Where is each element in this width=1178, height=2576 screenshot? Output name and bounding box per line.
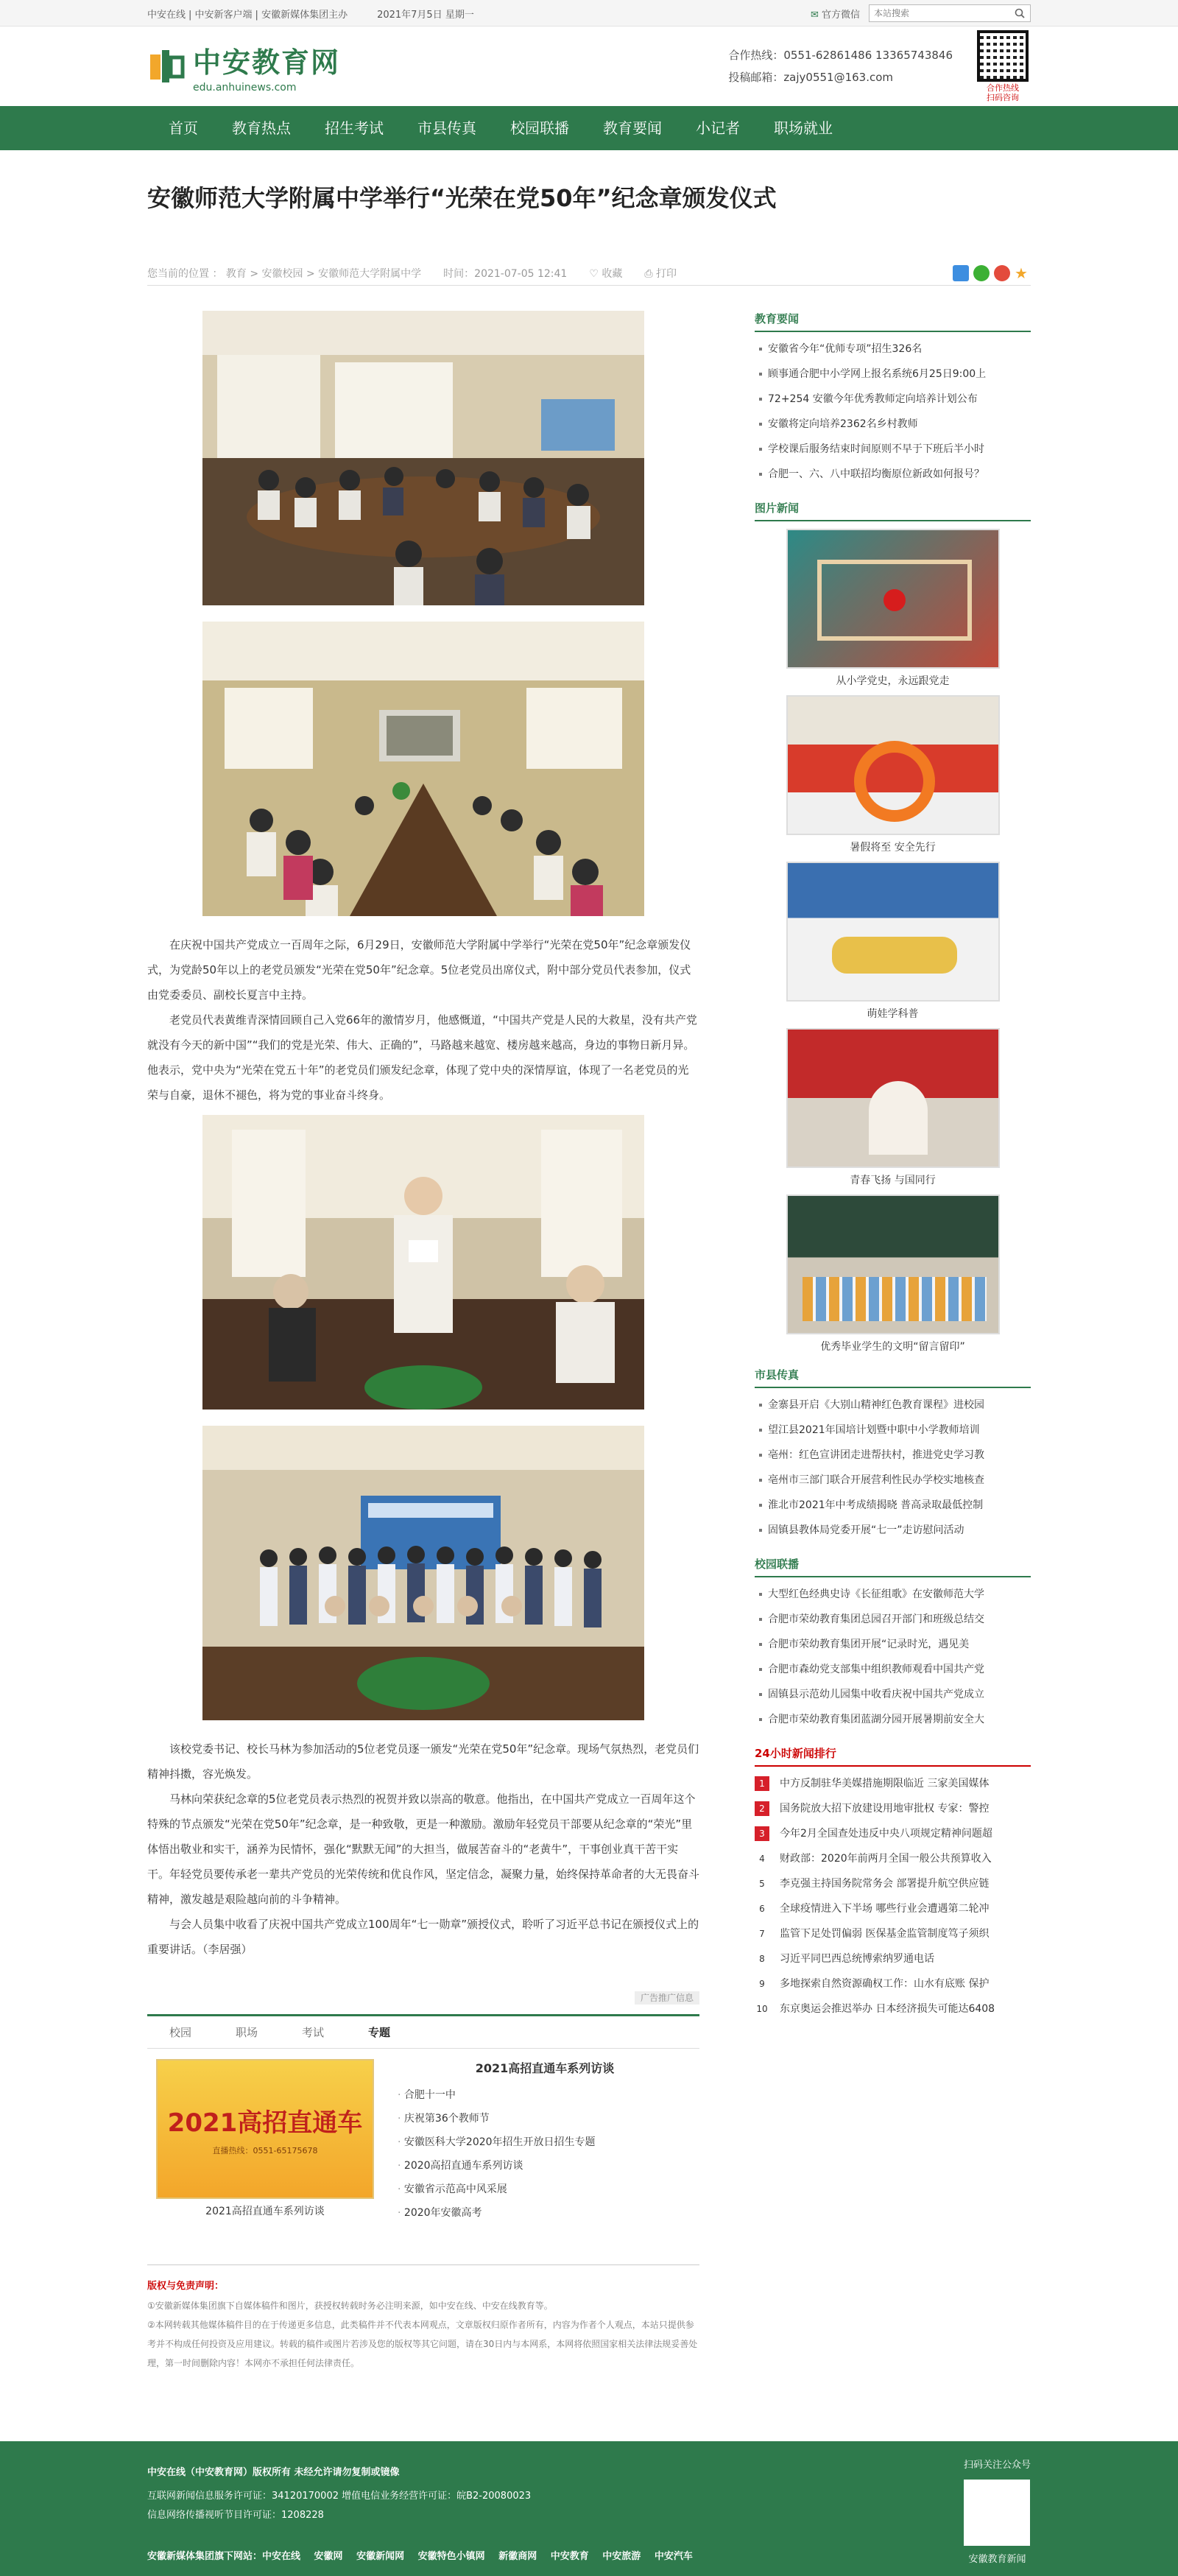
- footer-qr: [964, 2456, 1031, 2569]
- contact-email: 投稿邮箱：zajy0551@163.com: [728, 71, 894, 84]
- feature-banner-title: 2021高招直通车: [167, 2108, 363, 2138]
- tab-campus[interactable]: 校园: [169, 2026, 192, 2039]
- rank-title: 财政部：2020年前两月全国一般公共预算收入: [780, 1853, 992, 1865]
- photo-news-image[interactable]: [786, 529, 1000, 669]
- sidebar-heading: 图片新闻: [755, 500, 1031, 521]
- article-photo: [202, 1426, 644, 1720]
- county-item[interactable]: 亳州市三部门联合开展营利性民办学校实地核查: [755, 1468, 1031, 1493]
- nav-item-reporter[interactable]: 小记者: [696, 119, 740, 137]
- feature-banner-sub: 直播热线：0551-65175678: [212, 2145, 318, 2156]
- main-nav: [0, 106, 1178, 150]
- top-link[interactable]: 中安新客户端: [194, 9, 253, 21]
- feature-banner: [156, 2059, 374, 2199]
- rank-item[interactable]: [755, 1771, 1031, 1796]
- tab-list-title: 2021高招直通车系列访谈: [475, 2061, 615, 2075]
- tab-list-item[interactable]: · 合肥十一中: [398, 2083, 692, 2107]
- sidebar-heading: 教育要闻: [755, 311, 1031, 332]
- rank-item[interactable]: [755, 1796, 1031, 1821]
- article-meta: [147, 261, 1031, 286]
- rank-number: 4: [759, 1854, 765, 1864]
- favorite-label: 收藏: [602, 267, 623, 280]
- county-item[interactable]: 望江县2021年国培计划暨中职中小学教师培训: [755, 1418, 1031, 1443]
- rank-title: 监管下足处罚偏弱 医保基金监管制度笃子须织: [780, 1928, 990, 1940]
- rank-item[interactable]: [755, 1946, 1031, 1971]
- disclaimer-title: 版权与免责声明：: [147, 2281, 225, 2292]
- footer-license: 信息网络传播视听节目许可证：1208228: [147, 2510, 324, 2521]
- news-item[interactable]: 合肥一、六、八中联招均衡原位新政如何报号？: [755, 462, 1031, 487]
- campus-item[interactable]: 合肥市荣幼教育集团开展“记录时光，遇见美: [755, 1632, 1031, 1657]
- top-link[interactable]: 安徽新媒体集团主办: [261, 9, 348, 21]
- search-input[interactable]: [870, 5, 1009, 21]
- rank-title: 今年2月全国查处违反中央八项规定精神问题超: [780, 1828, 992, 1840]
- rank-number: 9: [759, 1979, 765, 1989]
- photo-news-caption[interactable]: 从小学党史，永远跟党走: [836, 675, 950, 687]
- news-item[interactable]: 安徽省今年“优师专项”招生326名: [755, 337, 1031, 362]
- sidebar-heading: 市县传真: [755, 1367, 1031, 1388]
- footer-copyright: 中安在线（中安教育网）版权所有 未经允许请勿复制或镜像: [147, 2467, 400, 2478]
- qr-code-icon: [977, 30, 1029, 82]
- qr-code-icon: [964, 2480, 1030, 2546]
- nav-item-county[interactable]: 市县传真: [417, 119, 476, 137]
- article-title: 安徽师范大学附属中学举行“光荣在党50年”纪念章颁发仪式: [147, 184, 777, 212]
- rank-item[interactable]: [755, 1871, 1031, 1896]
- tab-list-item[interactable]: · 2020年安徽高考: [398, 2201, 692, 2225]
- county-list: [755, 1393, 1031, 1543]
- logo-title: 中安教育网: [193, 45, 341, 79]
- search-box: [869, 4, 1031, 22]
- tab-list-item[interactable]: · 安徽省示范高中风采展: [398, 2178, 692, 2201]
- footer-link[interactable]: 安徽特色小镇网: [417, 2551, 485, 2562]
- rank-number: 1: [755, 1776, 769, 1791]
- logo-icon: [147, 47, 186, 85]
- campus-list: [755, 1582, 1031, 1732]
- ad-label: [147, 1991, 699, 2004]
- nav-item-career[interactable]: 职场就业: [774, 119, 833, 137]
- footer-link[interactable]: 中安汽车: [654, 2551, 693, 2562]
- nav-item-campus[interactable]: 校园联播: [510, 119, 569, 137]
- share-plus-icon[interactable]: [953, 265, 969, 281]
- county-item[interactable]: 固镇县教体局党委开展“七一”走访慰问活动: [755, 1518, 1031, 1543]
- meeting-photo: [202, 311, 644, 605]
- tab-list-item[interactable]: · 庆祝第36个教师节: [398, 2107, 692, 2130]
- rank-title: 东京奥运会推迟举办 日本经济损失可能达6408: [780, 2003, 995, 2015]
- campus-item[interactable]: 合肥市荣幼教育集团蓝湖分园开展暑期前安全大: [755, 1707, 1031, 1732]
- sidebar: [755, 311, 1031, 2373]
- rank-number: 7: [759, 1929, 765, 1939]
- article-paragraph: 该校党委书记、校长马林为参加活动的5位老党员逐一颁发“光荣在党50年”纪念章。现场气氛热烈，老党员们精神抖擞，容光焕发。: [147, 1742, 699, 1781]
- footer-qr-caption: 安徽教育新闻: [968, 2554, 1026, 2565]
- heart-icon: ♡: [589, 267, 599, 280]
- contact-info: [728, 44, 953, 88]
- logo-domain: edu.anhuinews.com: [193, 81, 297, 94]
- footer-link[interactable]: 安徽新闻网: [356, 2551, 405, 2562]
- site-logo[interactable]: [147, 40, 340, 94]
- weibo-share-icon[interactable]: [994, 265, 1010, 281]
- campus-item[interactable]: 合肥市森幼党支部集中组织教师观看中国共产党: [755, 1657, 1031, 1682]
- article-photo: [202, 1115, 644, 1410]
- footer-link[interactable]: 安徽网: [314, 2551, 343, 2562]
- photo-news-caption[interactable]: 萌娃学科普: [867, 1008, 919, 1020]
- wechat-icon: ✉: [810, 9, 819, 21]
- news-item[interactable]: 安徽将定向培养2362名乡村教师: [755, 412, 1031, 437]
- article-paragraph: 与会人员集中收看了庆祝中国共产党成立100周年“七一勋章”颁授仪式，聆听了习近平总书记在颁授仪式上的重要讲话。（李居强）: [147, 1918, 699, 1956]
- tab-career[interactable]: 职场: [236, 2026, 258, 2039]
- nav-item-exam[interactable]: 招生考试: [325, 119, 384, 137]
- rank-number: 8: [759, 1954, 765, 1964]
- county-item[interactable]: 亳州：红色宣讲团走进帮扶村，推进党史学习教: [755, 1443, 1031, 1468]
- rank-title: 国务院放大招下放建设用地审批权 专家：警控: [780, 1803, 990, 1815]
- top-link[interactable]: 中安在线: [147, 9, 186, 21]
- rank-item[interactable]: [755, 1846, 1031, 1871]
- sidebar-heading: 24小时新闻排行: [755, 1745, 1031, 1767]
- photo-news-caption[interactable]: 优秀毕业学生的文明“留言留印”: [820, 1341, 965, 1353]
- printer-icon: ⎙: [644, 267, 653, 280]
- sidebar-heading: 校园联播: [755, 1556, 1031, 1577]
- footer-link[interactable]: 中安教育: [550, 2551, 589, 2562]
- tab-list-item[interactable]: · 2020高招直通车系列访谈: [398, 2154, 692, 2178]
- rank-item[interactable]: [755, 1921, 1031, 1946]
- photo-news-image[interactable]: [786, 695, 1000, 835]
- disclaimer-line: ②本网转载其他媒体稿件目的在于传递更多信息，此类稿件并不代表本网观点，文章版权归原作者所有，内容为作者个人观点，本站只提供参考并不构成任何投资及应用建议。转载的稿件或图片若涉及您的版权等其它问题，请在30日内与本网系，本网将依照国家相关法律法规妥善处理，第一时间删除内容！本网亦不承担任何法律责任。: [147, 2320, 698, 2368]
- campus-item[interactable]: 合肥市荣幼教育集团总园召开部门和班级总结交: [755, 1607, 1031, 1632]
- rank-item[interactable]: [755, 1996, 1031, 2021]
- nav-item-home[interactable]: 首页: [169, 119, 198, 137]
- ad-label-text: 广告推广信息: [635, 1991, 699, 2005]
- wechat-link[interactable]: [811, 7, 860, 21]
- rank-item[interactable]: [755, 1821, 1031, 1846]
- news-list: [755, 337, 1031, 487]
- topic-tabs: [147, 2014, 699, 2235]
- footer-link[interactable]: 中安旅游: [602, 2551, 641, 2562]
- feature-caption: 2021高招直通车系列访谈: [205, 2206, 325, 2217]
- share-bar: [953, 265, 1031, 281]
- search-icon: [1015, 8, 1025, 18]
- disclaimer-line: ①安徽新媒体集团旗下自媒体稿件和图片，获授权转载时务必注明来源，如中安在线、中安在线教育等。: [147, 2301, 553, 2311]
- top-links: 中安在线 | 中安新客户端 | 安徽新媒体集团主办: [147, 9, 348, 21]
- rank-item[interactable]: [755, 1896, 1031, 1921]
- conference-photo: [202, 622, 644, 916]
- contact-phone: 合作热线：0551-62861486 13365743846: [728, 49, 953, 62]
- campus-item[interactable]: 大型红色经典史诗《长征组歌》在安徽师范大学: [755, 1582, 1031, 1607]
- article-paragraph: 在庆祝中国共产党成立一百周年之际，6月29日，安徽师范大学附属中学举行“光荣在党50年”纪念章颁发仪式，为党龄50年以上的老党员颁发“光荣在党50年”纪念章。5位老党员出席仪式，附中部分党员代表参加，仪式由党委委员、副校长夏言中主持。: [147, 938, 691, 1002]
- feature-card[interactable]: [155, 2059, 375, 2225]
- county-item[interactable]: 金寨县开启《大别山精神红色教育课程》进校园: [755, 1393, 1031, 1418]
- article-paragraph: 老党员代表黄维青深情回顾自己入党66年的激情岁月，他感慨道，“中国共产党是人民的大救星，没有共产党就没有今天的新中国”“我们的党是光荣、伟大、正确的”，马路越来越宽、楼房越来越高，身边的事物日新月异。他表示，党中央为“光荣在党五十年”的老党员们颁发纪念章，体现了党中央的深情厚谊，体现了一名老党员的光荣与自豪，退休不褪色，将为党的事业奋斗终身。: [147, 1013, 697, 1102]
- rank-title: 李克强主持国务院常务会 部署提升航空供应链: [780, 1878, 990, 1890]
- rank-title: 多地探索自然资源确权工作：山水有底账 保护: [780, 1978, 990, 1990]
- current-date: 2021年7月5日 星期一: [377, 9, 474, 21]
- news-item[interactable]: 72+254 安徽今年优秀教师定向培养计划公布: [755, 387, 1031, 412]
- footer-qr-title: 扫码关注公众号: [963, 2460, 1031, 2471]
- header-qr: [975, 30, 1031, 102]
- rank-number: 5: [759, 1879, 765, 1889]
- footer-link[interactable]: 安徽新媒体集团旗下网站：中安在线: [147, 2551, 301, 2562]
- tab-list: [398, 2083, 692, 2225]
- footer-links: [147, 2547, 1031, 2566]
- tab-topic[interactable]: 专题: [368, 2026, 391, 2039]
- print-label: 打印: [656, 267, 677, 280]
- article-photo: [202, 622, 644, 916]
- article-photo: [202, 311, 644, 605]
- campus-item[interactable]: 固镇县示范幼儿园集中收看庆祝中国共产党成立: [755, 1682, 1031, 1707]
- county-item[interactable]: 淮北市2021年中考成绩揭晓 普高录取最低控制: [755, 1493, 1031, 1518]
- rank-title: 习近平同巴西总统博索纳罗通电话: [780, 1953, 934, 1965]
- tab-list-item[interactable]: · 安徽医科大学2020年招生开放日招生专题: [398, 2130, 692, 2154]
- publish-time: 时间：2021-07-05 12:41: [443, 267, 568, 280]
- breadcrumb[interactable]: 您当前的位置 ： 教育 > 安徽校园 > 安徽师范大学附属中学: [147, 267, 422, 280]
- photo-news-image[interactable]: [786, 862, 1000, 1002]
- rank-number: 6: [759, 1904, 765, 1914]
- photo-news-caption[interactable]: 青春飞扬 与国同行: [850, 1175, 936, 1186]
- wechat-label: 官方微信: [821, 9, 860, 21]
- nav-item-hot[interactable]: 教育热点: [232, 119, 291, 137]
- news-item[interactable]: 顾事通合肥中小学网上报名系统6月25日9:00上: [755, 362, 1031, 387]
- star-share-icon[interactable]: ★: [1015, 264, 1028, 282]
- footer-link[interactable]: 新徽商网: [498, 2551, 537, 2562]
- rank-title: 全球疫情进入下半场 哪些行业会遭遇第二轮冲: [780, 1903, 990, 1915]
- print-button[interactable]: [644, 266, 677, 281]
- photo-news-image[interactable]: [786, 1028, 1000, 1168]
- rank-list: [755, 1771, 1031, 2021]
- rank-title: 中方反制驻华美媒措施期限临近 三家美国媒体: [780, 1778, 990, 1790]
- article-paragraph: 马林向荣获纪念章的5位老党员表示热烈的祝贺并致以崇高的敬意。他指出，在中国共产党成立一百周年这个特殊的节点颁发“光荣在党50年”纪念章，是一种致敬，更是一种激励。激励年轻党员干部要从纪念章的“荣光”里体悟出敬业和实干，涵养为民情怀，强化“默默无闻”的大担当，做展苦奋斗的“老黄牛”，干事创业真干苦干实干。年轻党员要传承老一辈共产党员的光荣传统和优良作风，坚定信念，凝聚力量，始终保持革命者的大无畏奋斗精神，激发越是艰险越向前的斗争精神。: [147, 1792, 700, 1906]
- rank-item[interactable]: [755, 1971, 1031, 1996]
- disclaimer: [147, 2264, 699, 2373]
- article-body: [147, 311, 699, 2373]
- qr-caption: 合作热线 扫码咨询: [987, 83, 1019, 102]
- rank-number: 3: [755, 1826, 769, 1841]
- photo-news-image[interactable]: [786, 1194, 1000, 1334]
- rank-number: 10: [756, 2004, 768, 2014]
- tab-exam[interactable]: 考试: [302, 2026, 325, 2039]
- rank-number: 2: [755, 1801, 769, 1816]
- speaker-photo: [202, 1115, 644, 1410]
- group-photo: [202, 1426, 644, 1720]
- photo-news-caption[interactable]: 暑假将至 安全先行: [850, 842, 936, 854]
- site-footer: [0, 2441, 1178, 2576]
- wechat-share-icon[interactable]: [973, 265, 990, 281]
- nav-item-news[interactable]: 教育要闻: [603, 119, 662, 137]
- search-button[interactable]: [1009, 5, 1030, 21]
- site-header: [0, 27, 1178, 106]
- footer-license: 互联网新闻信息服务许可证：34120170002 增值电信业务经营许可证：皖B2-20080023: [147, 2491, 532, 2502]
- top-bar: [0, 0, 1178, 27]
- favorite-button[interactable]: [589, 266, 622, 281]
- news-item[interactable]: 学校课后服务结束时间原则不早于下班后半小时: [755, 437, 1031, 462]
